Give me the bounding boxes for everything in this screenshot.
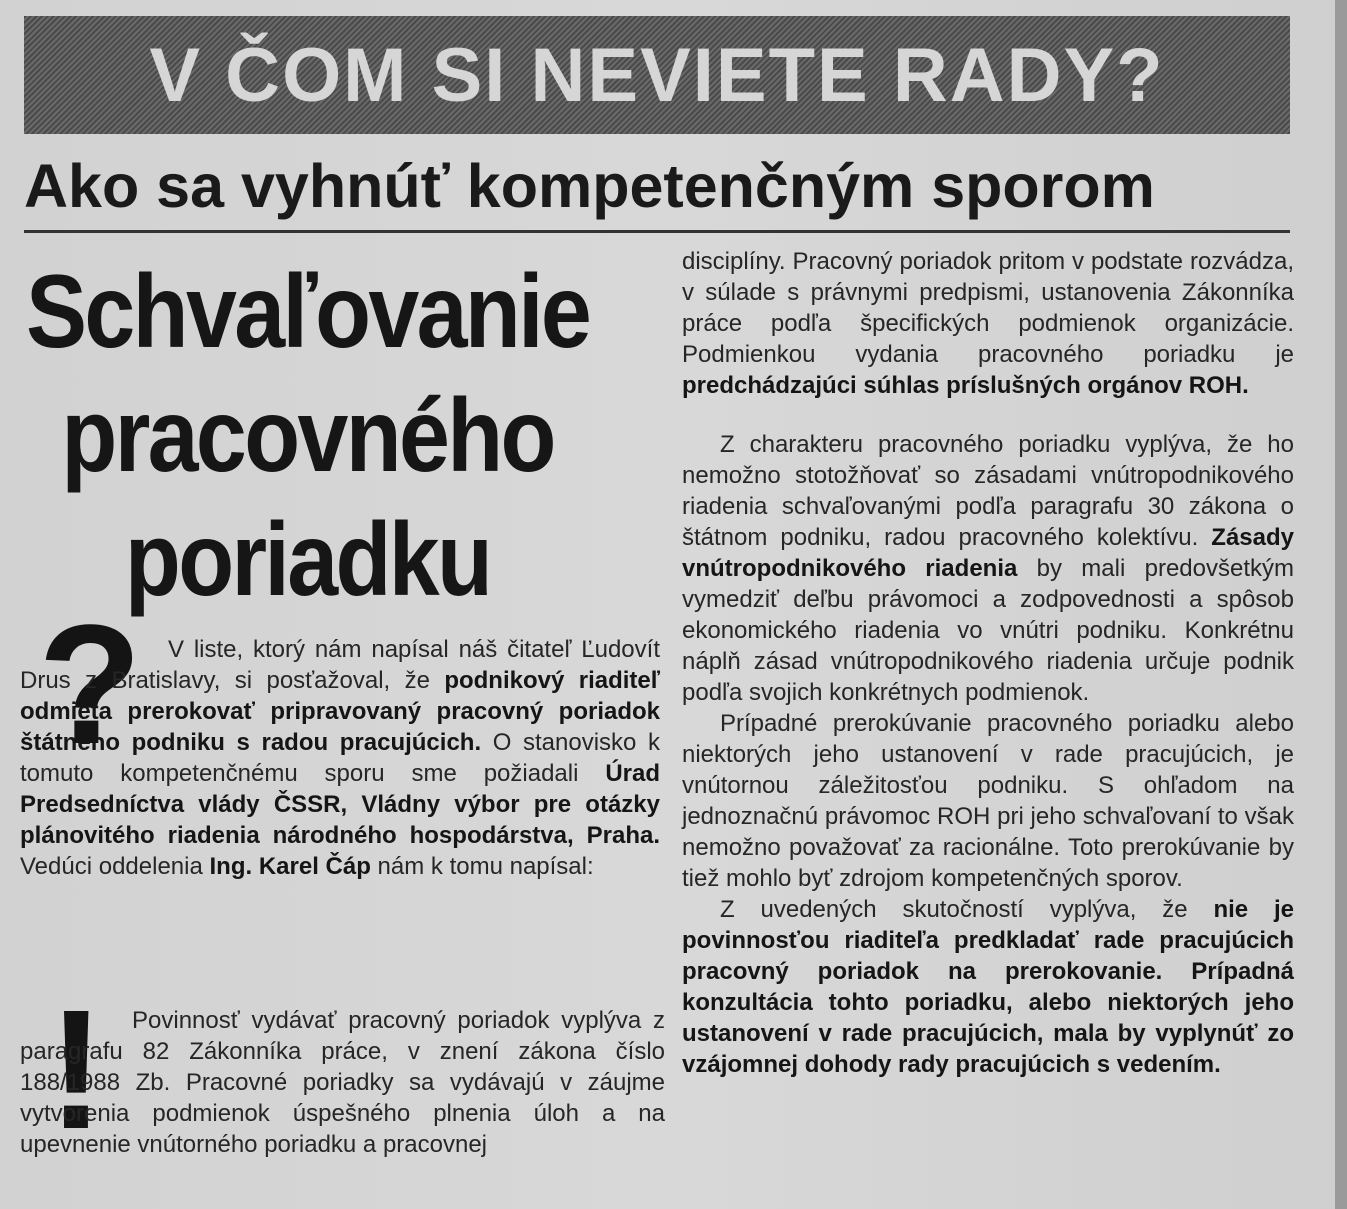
- question-text-2: O stanovisko k tomuto kompetenčnému sporu sme požiadali: [20, 729, 661, 787]
- answer-left-column: [20, 1005, 665, 1160]
- section-banner: [24, 16, 1290, 134]
- question-text-4: nám k tomu napísal:: [370, 853, 594, 880]
- headline-line-3: poriadku: [124, 502, 491, 618]
- answer-paragraph-3: Prípadné prerokúvanie pracovného poriadku alebo niektorých jeho ustanovení v rade pracujúcich, je vnútornou záležitosťou podniku. S ohľadom na jednoznačnú právomoc ROH pri jeho schvaľovaní to však nemožno považovať za racionálne. Toto prerokúvanie by tiež mohlo byť zdrojom kompetenčných sporov.: [682, 710, 1294, 892]
- page-edge: [1335, 0, 1347, 1209]
- answer-p2-text-1: Z charakteru pracovného poriadku vyplýva, že ho nemožno stotožňovať so zásadami vnútropodnikového riadenia schvaľovanými podľa paragrafu 30 zákona o štátnom podniku, radou pracovného kolektívu.: [682, 431, 1294, 551]
- divider-rule: [24, 230, 1290, 233]
- question-bold-3: Ing. Karel Čáp: [209, 853, 371, 880]
- article-headline: [26, 250, 589, 622]
- section-banner-text: V ČOM SI NEVIETE RADY?: [149, 32, 1165, 118]
- question-bold-2: Úrad Predsedníctva vlády ČSSR, Vládny výbor pre otázky plánovitého riadenia národného hospodárstva, Praha.: [20, 760, 660, 849]
- article-subtitle: Ako sa vyhnúť kompetenčným sporom: [24, 152, 1155, 220]
- answer-paragraph-2: [682, 429, 1294, 708]
- answer-p2-text-2: by mali predovšetkým vymedziť deľbu právomoci a zodpovednosti a spôsob ekonomického riadenia vo vnútri podniku. Konkrétnu náplň zásad vnútropodnikového riadenia určuje podnik podľa svojich konkrétnych podmienok.: [682, 555, 1294, 706]
- answer-p4-text: Z uvedených skutočností vyplýva, že: [720, 896, 1214, 923]
- answer-left-text: Povinnosť vydávať pracovný poriadok vyplýva z paragrafu 82 Zákonníka práce, v znení zákona číslo 188/1988 Zb. Pracovné poriadky sa vydávajú v záujme vytvorenia podmienok úspešného plnenia úloh a na upevnenie vnútorného poriadku a pracovnej: [20, 1007, 665, 1158]
- answer-paragraph-1: [682, 246, 1294, 401]
- answer-p4-bold: nie je povinnosťou riaditeľa predkladať rade pracujúcich pracovný poriadok na prerokovanie. Prípadná konzultácia tohto poriadku, alebo niektorých jeho ustanovení v rade pracujúcich, mala by vyplynúť zo vzájomnej dohody rady pracujúcich s vedením.: [682, 896, 1294, 1078]
- exclamation-mark-icon: !: [48, 975, 105, 1165]
- answer-p1-bold: predchádzajúci súhlas príslušných orgánov ROH.: [682, 372, 1249, 399]
- answer-p2-bold: Zásady vnútropodnikového riadenia: [682, 524, 1294, 582]
- question-bold-1: podnikový riaditeľ odmieta prerokovať pripravovaný pracovný poriadok štátneho podniku s radou pracujúcich.: [20, 667, 660, 756]
- reader-question: [20, 634, 660, 882]
- answer-p1-text: disciplíny. Pracovný poriadok pritom v podstate rozvádza, v súlade s právnymi predpismi, ustanovenia Zákonníka práce podľa špecifických podmienok organizácie. Podmienkou vydania pracovného poriadku je: [682, 248, 1294, 368]
- question-text-3: Vedúci oddelenia: [20, 853, 210, 880]
- headline-line-2: pracovného: [61, 378, 554, 494]
- question-mark-icon: ?: [38, 590, 142, 780]
- answer-paragraph-4: [682, 894, 1294, 1080]
- question-text-1: V liste, ktorý nám napísal náš čitateľ Ľudovít Drus z Bratislavy, si posťažoval, že: [20, 636, 660, 694]
- answer-right-column: [682, 246, 1294, 1080]
- headline-line-1: Schvaľovanie: [26, 254, 590, 370]
